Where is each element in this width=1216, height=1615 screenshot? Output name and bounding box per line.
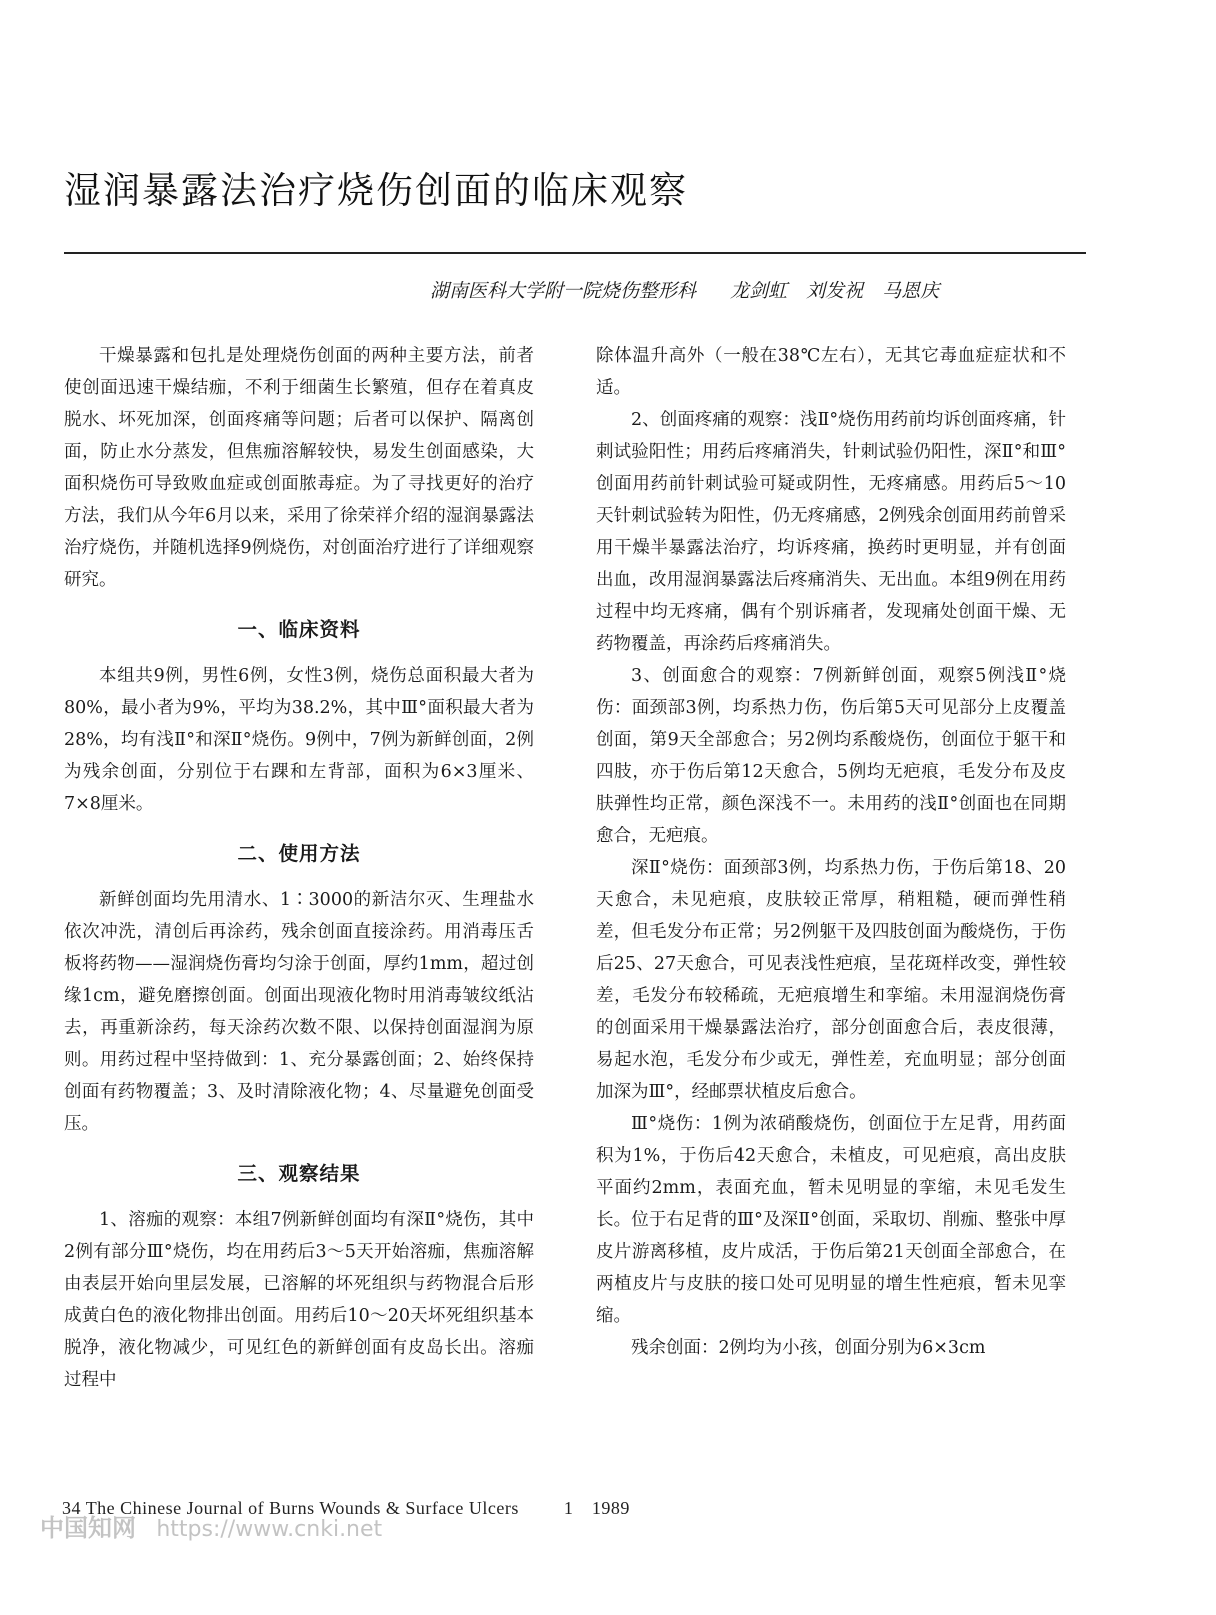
- deep-second-degree-paragraph: 深Ⅱ°烧伤：面颈部3例，均系热力伤，于伤后第18、20天愈合，未见疤痕，皮肤较正常厚，稍粗糙，硬而弹性稍差，但毛发分布正常；另2例躯干及四肢创面为酸烧伤，于伤后25、27天愈合，可见表浅性疤痕，呈花斑样改变，弹性较差，毛发分布较稀疏，无疤痕增生和挛缩。未用湿润烧伤膏的创面采用干燥暴露法治疗，部分创面愈合后，表皮很薄，易起水泡，毛发分布少或无，弹性差，充血明显；部分创面加深为Ⅲ°，经邮票状植皮后愈合。: [596, 858, 1066, 1102]
- journal-name: The Chinese Journal of Burns Wounds & Surface Ulcers: [85, 1498, 519, 1518]
- clinical-data-paragraph: 本组共9例，男性6例，女性3例，烧伤总面积最大者为80%，最小者为9%，平均为38.2%，其中Ⅲ°面积最大者为28%，均有浅Ⅱ°和深Ⅱ°烧伤。9例中，7例为新鲜创面，2例为残余创面，分别位于右踝和左背部，面积为6×3厘米、7×8厘米。: [64, 666, 534, 814]
- section-heading-clinical-data: 一、临床资料: [237, 618, 361, 641]
- byline: [430, 276, 939, 303]
- third-degree-paragraph: Ⅲ°烧伤：1例为浓硝酸烧伤，创面位于左足背，用药面积为1%，于伤后42天愈合，未植皮，可见疤痕，高出皮肤平面约2mm，表面充血，暂未见明显的挛缩，未见毛发生长。位于右足背的Ⅲ°及深Ⅱ°创面，采取切、削痂、整张中厚皮片游离移植，皮片成活，于伤后第21天创面全部愈合，在两植皮片与皮肤的接口处可见明显的增生性疤痕，暂未见挛缩。: [596, 1114, 1066, 1326]
- cnki-watermark: [40, 1508, 382, 1543]
- title-rule: [64, 252, 1086, 254]
- residual-wound-paragraph: 残余创面：2例均为小孩，创面分别为6×3cm: [631, 1338, 986, 1358]
- page-number: 34: [62, 1498, 81, 1518]
- method-paragraph: 新鲜创面均先用清水、1∶3000的新洁尔灭、生理盐水依次冲洗，清创后再涂药，残余创面直接涂药。用消毒压舌板将药物——湿润烧伤膏均匀涂于创面，厚约1mm，超过创缘1cm，避免磨擦创面。创面出现液化物时用消毒皱纹纸沾去，再重新涂药，每天涂药次数不限、以保持创面湿润为原则。用药过程中坚持做到：1、充分暴露创面；2、始终保持创面有药物覆盖；3、及时清除液化物；4、尽量避免创面受压。: [64, 890, 534, 1134]
- results-continued-paragraph: 除体温升高外（一般在38℃左右），无其它毒血症症状和不适。: [596, 346, 1066, 398]
- right-column: [596, 340, 1066, 1364]
- pain-observation-paragraph: 2、创面疼痛的观察：浅Ⅱ°烧伤用药前均诉创面疼痛，针刺试验阳性；用药后疼痛消失，针刺试验仍阳性，深Ⅱ°和Ⅲ°创面用药前针刺试验可疑或阴性，无疼痛感。用药后5～10天针刺试验转为阳性，仍无疼痛感，2例残余创面用药前曾采用干燥半暴露法治疗，均诉疼痛，换药时更明显，并有创面出血，改用湿润暴露法后疼痛消失、无出血。本组9例在用药过程中均无疼痛，偶有个别诉痛者，发现痛处创面干燥、无药物覆盖，再涂药后疼痛消失。: [596, 410, 1066, 654]
- issue-info: 1 1989: [563, 1498, 630, 1518]
- watermark-brand: 中国知网: [40, 1514, 136, 1542]
- results-paragraph-1: 1、溶痂的观察：本组7例新鲜创面均有深Ⅱ°烧伤，其中2例有部分Ⅲ°烧伤，均在用药后3～5天开始溶痂，焦痂溶解由表层开始向里层发展，已溶解的坏死组织与药物混合后形成黄白色的液化物排出创面。用药后10～20天坏死组织基本脱净，液化物减少，可见红色的新鲜创面有皮岛长出。溶痂过程中: [64, 1210, 534, 1390]
- intro-paragraph: 干燥暴露和包扎是处理烧伤创面的两种主要方法，前者使创面迅速干燥结痂，不利于细菌生长繁殖，但存在着真皮脱水、坏死加深，创面疼痛等问题；后者可以保护、隔离创面，防止水分蒸发，但焦痂溶解较快，易发生创面感染，大面积烧伤可导致败血症或创面脓毒症。为了寻找更好的治疗方法，我们从今年6月以来，采用了徐荣祥介绍的湿润暴露法治疗烧伤，并随机选择9例烧伤，对创面治疗进行了详细观察研究。: [64, 346, 534, 590]
- section-heading-method: 二、使用方法: [237, 842, 361, 865]
- healing-observation-paragraph: 3、创面愈合的观察：7例新鲜创面，观察5例浅Ⅱ°烧伤：面颈部3例，均系热力伤，伤后第5天可见部分上皮覆盖创面，第9天全部愈合；另2例均系酸烧伤，创面位于躯干和四肢，亦于伤后第12天愈合，5例均无疤痕，毛发分布及皮肤弹性均正常，颜色深浅不一。未用药的浅Ⅱ°创面也在同期愈合，无疤痕。: [596, 666, 1066, 846]
- affiliation: 湖南医科大学附一院烧伤整形科: [430, 280, 697, 302]
- watermark-url: https://www.cnki.net: [156, 1517, 383, 1542]
- article-title: 湿润暴露法治疗烧伤创面的临床观察: [64, 169, 688, 212]
- authors: 龙剑虹 刘发祝 马恩庆: [730, 280, 940, 302]
- section-heading-results: 三、观察结果: [237, 1162, 361, 1185]
- left-column: [64, 340, 534, 1396]
